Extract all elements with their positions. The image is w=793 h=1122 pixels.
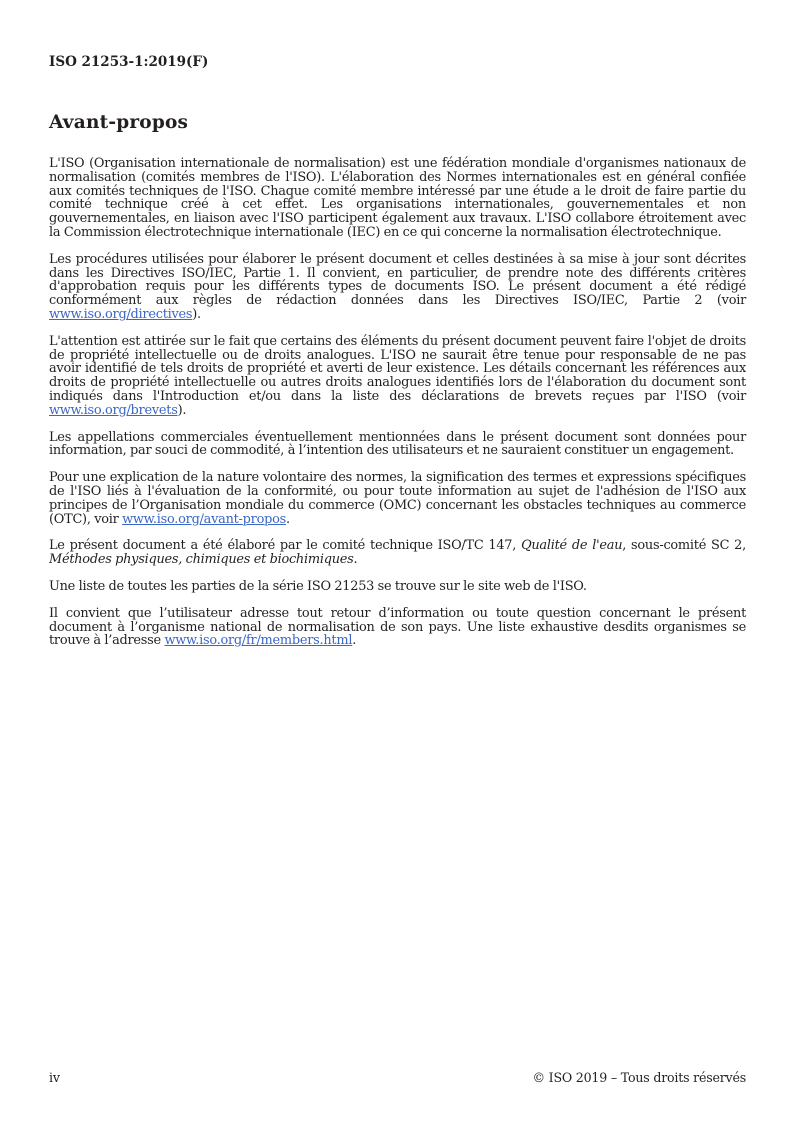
text-run: Une liste de toutes les parties de la série ISO 21253 se trouve sur le site web de l'ISO. — [49, 578, 587, 594]
text-run: . — [352, 633, 357, 649]
page-number: iv — [49, 1070, 60, 1085]
paragraph — [49, 431, 746, 459]
link-iso-brevets[interactable]: www.iso.org/brevets — [49, 402, 178, 418]
paragraph — [49, 539, 746, 567]
paragraph — [49, 253, 746, 322]
link-iso-directives[interactable]: www.iso.org/directives — [49, 306, 193, 322]
copyright-notice: © ISO 2019 – Tous droits réservés — [532, 1070, 746, 1085]
paragraph — [49, 335, 746, 418]
foreword-paragraphs — [49, 157, 746, 648]
text-run: Le présent document a été élaboré par le comité technique ISO/TC 147, — [49, 538, 522, 554]
text-run: ). — [177, 402, 187, 418]
text-run: Les procédures utilisées pour élaborer le présent document et celles destinées à sa mise à jour sont décrites dans les Directives ISO/IEC, Partie 1. Il convient, en particulier, de prendre note des différents critères d'approbation requis pour les différents types de documents ISO. Le présent document a été rédigé conformément aux règles de rédaction données dans les Directives ISO/IEC, Partie 2 (voir — [49, 251, 746, 309]
italic-text: Méthodes physiques, chimiques et biochimiques — [49, 552, 354, 568]
italic-text: Qualité de l'eau — [521, 538, 623, 554]
paragraph — [49, 471, 746, 526]
link-iso-avant-propos[interactable]: www.iso.org/avant-propos — [122, 511, 286, 527]
text-run: L'attention est attirée sur le fait que certains des éléments du présent document peuvent faire l'objet de droits de propriété intellectuelle ou de droits analogues. L'ISO ne saurait être tenue pour responsable de ne pas avoir identifié de tels droits de propriété et averti de leur existence. Les détails concernant les références aux droits de propriété intellectuelle ou autres droits analogues identifiés lors de l'élaboration du document sont indiqués dans l'Introduction et/ou dans la liste des déclarations de brevets reçues par l'ISO (voir — [49, 333, 746, 404]
text-run: . — [285, 511, 290, 527]
text-run: , sous-comité SC 2, — [622, 538, 746, 554]
paragraph — [49, 607, 746, 648]
page-footer — [49, 1070, 746, 1085]
paragraph — [49, 157, 746, 240]
page-content — [49, 55, 746, 661]
document-reference: ISO 21253-1:2019(F) — [49, 54, 209, 70]
text-run: . — [353, 552, 358, 568]
link-iso-members[interactable]: www.iso.org/fr/members.html — [164, 633, 353, 649]
section-title: Avant-propos — [49, 112, 189, 133]
text-run: ). — [192, 306, 201, 322]
text-run: Les appellations commerciales éventuellement mentionnées dans le présent document sont données pour information, par souci de commodité, à l’intention des utilisateurs et ne sauraient constituer un engagement. — [49, 429, 746, 459]
text-run: Il convient que l’utilisateur adresse tout retour d’information ou toute question concernant le présent document à l’organisme national de normalisation de son pays. Une liste exhaustive desdits organismes se trouve à l’adresse — [49, 605, 746, 649]
text-run: Pour une explication de la nature volontaire des normes, la signification des termes et expressions spécifiques de l'ISO liés à l'évaluation de la conformité, ou pour toute information au sujet de l'adhésion de l'ISO aux principes de l’Organisation mondiale du commerce (OMC) concernant les obstacles techniques au commerce (OTC), voir — [49, 470, 746, 527]
text-run: L'ISO (Organisation internationale de normalisation) est une fédération mondiale d'organismes nationaux de normalisation (comités membres de l'ISO). L'élaboration des Normes internationales est en général confiée aux comités techniques de l'ISO. Chaque comité membre intéressé par une étude a le droit de faire partie du comité technique créé à cet effet. Les organisations internationales, gouvernementales et non gouvernementales, en liaison avec l'ISO participent également aux travaux. L'ISO collabore étroitement avec la Commission électrotechnique internationale (IEC) en ce qui concerne la normalisation électrotechnique. — [49, 156, 746, 240]
paragraph — [49, 580, 746, 594]
